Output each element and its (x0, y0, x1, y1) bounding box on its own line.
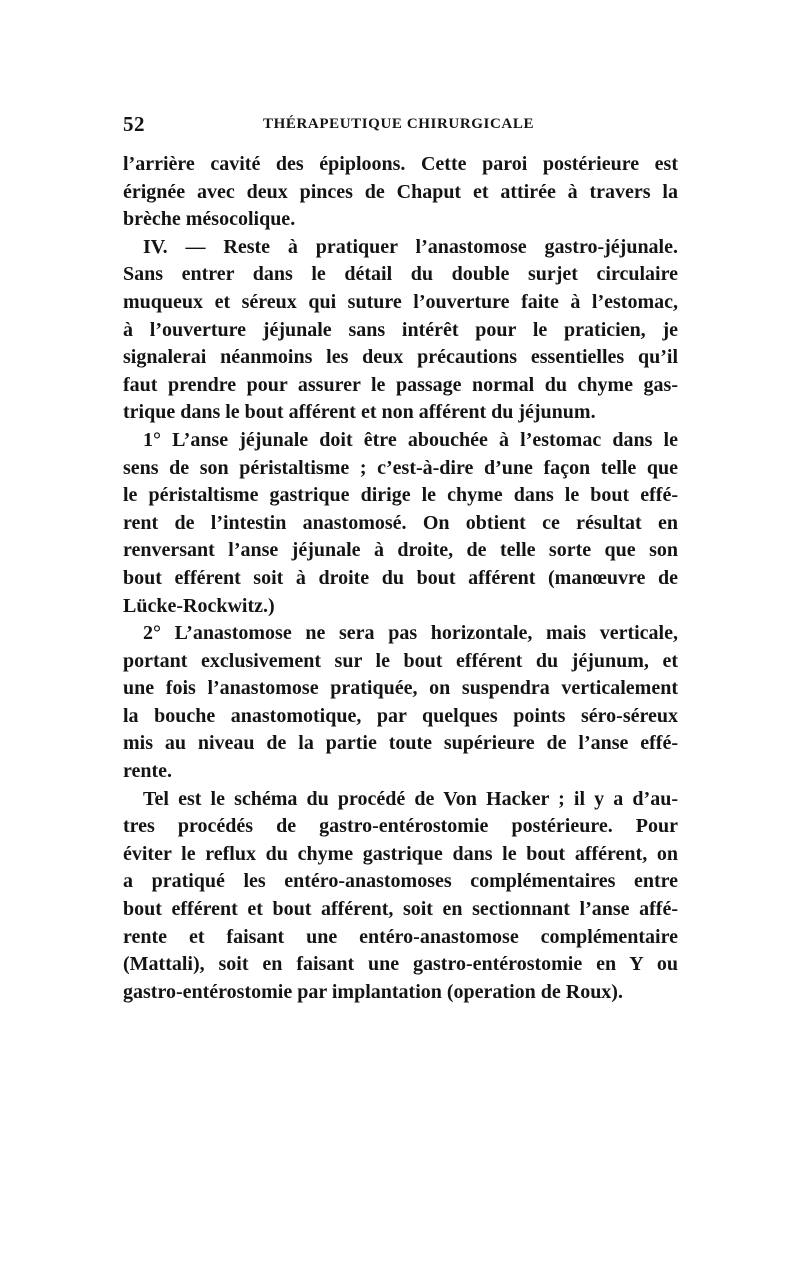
running-head (123, 112, 678, 136)
text-line: renversant l’anse jéjunale à droite, de telle sorte que son (123, 539, 678, 562)
running-title: THÉRAPEUTIQUE CHIRURGICALE (263, 116, 535, 132)
paragraph-section-iv (123, 234, 678, 427)
text-line: bout efférent et bout afférent, soit en sectionnant l’anse affé- (123, 898, 678, 921)
text-line: 2° L’anastomose ne sera pas horizontale, mais verticale, (143, 622, 678, 645)
text-line: IV. — Reste à pratiquer l’anastomose gastro-jéjunale. (143, 235, 678, 258)
text-line: Tel est le schéma du procédé de Von Hacker ; il y a d’au- (143, 787, 678, 810)
text-line: bout efférent soit à droite du bout afférent (manœuvre de (123, 566, 678, 589)
paragraph-von-hacker (123, 786, 678, 1007)
text-line: érignée avec deux pinces de Chaput et attirée à travers la (123, 180, 678, 203)
text-line: la bouche anastomotique, par quelques points séro-séreux (123, 704, 678, 727)
text-line: 1° L’anse jéjunale doit être abouchée à l’estomac dans le (143, 428, 678, 451)
text-line: une fois l’anastomose pratiquée, on suspendra verticalement (123, 677, 678, 700)
text-line: mis au niveau de la partie toute supérieure de l’anse effé- (123, 732, 678, 755)
text-line: faut prendre pour assurer le passage normal du chyme gas- (123, 373, 678, 396)
text-line: tres procédés de gastro-entérostomie postérieure. Pour (123, 815, 678, 838)
paragraph-point-1 (123, 427, 678, 620)
text-line: gastro-entérostomie par implantation (operation de Roux). (123, 980, 623, 1003)
text-line: a pratiqué les entéro-anastomoses complémentaires entre (123, 870, 678, 893)
paragraph-continuation (123, 151, 678, 234)
text-line: (Mattali), soit en faisant une gastro-entérostomie en Y ou (123, 953, 678, 976)
text-line: brèche mésocolique. (123, 208, 296, 231)
text-line: Lücke-Rockwitz.) (123, 594, 275, 617)
text-line: éviter le reflux du chyme gastrique dans le bout afférent, on (123, 842, 678, 865)
text-line: rent de l’intestin anastomosé. On obtient ce résultat en (123, 511, 678, 534)
paragraph-point-2 (123, 620, 678, 786)
text-line: rente et faisant une entéro-anastomose complémentaire (123, 925, 678, 948)
page-number: 52 (123, 112, 145, 136)
text-line: signalerai néanmoins les deux précautions essentielles qu’il (123, 346, 678, 369)
text-line: l’arrière cavité des épiploons. Cette paroi postérieure est (123, 153, 678, 175)
body-text (123, 151, 678, 1006)
text-line: à l’ouverture jéjunale sans intérêt pour le praticien, je (123, 318, 678, 341)
text-line: rente. (123, 760, 173, 783)
text-line: muqueux et séreux qui suture l’ouverture faite à l’estomac, (123, 290, 678, 313)
text-line: sens de son péristaltisme ; c’est-à-dire d’une façon telle que (123, 456, 678, 479)
text-line: portant exclusivement sur le bout efférent du jéjunum, et (123, 649, 678, 672)
text-line: le péristaltisme gastrique dirige le chyme dans le bout effé- (123, 484, 678, 507)
text-line: Sans entrer dans le détail du double surjet circulaire (123, 263, 678, 286)
text-line: trique dans le bout afférent et non afférent du jéjunum. (123, 401, 596, 424)
